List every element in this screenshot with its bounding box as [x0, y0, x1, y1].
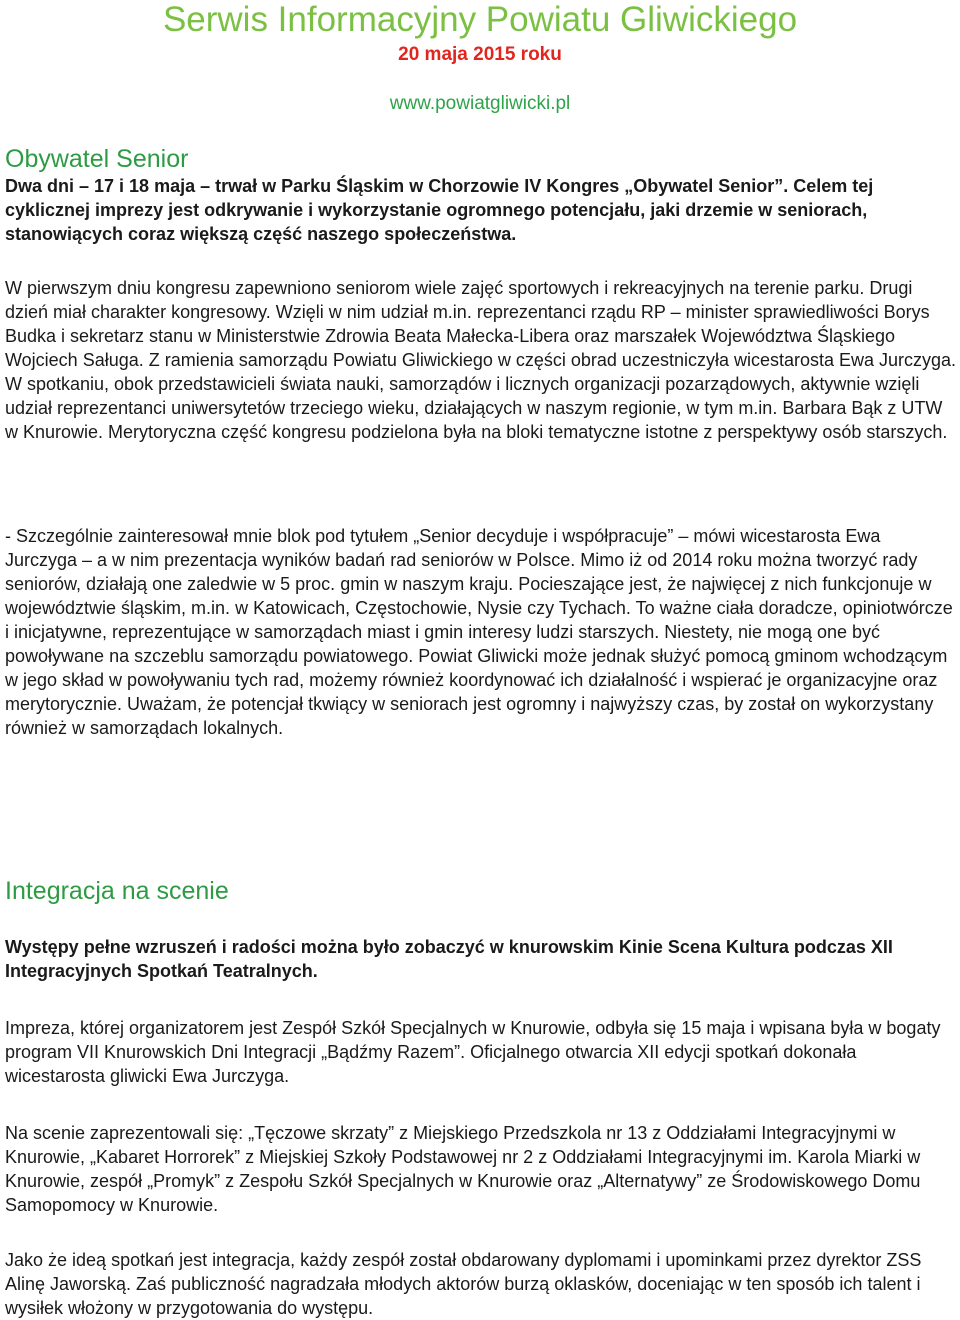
article-paragraph: W pierwszym dniu kongresu zapewniono seniorom wiele zajęć sportowych i rekreacyjnych na terenie parku. Drugi dzień miał charakter kongresowy. Wzięli w nim udział m.in. reprezentanci rządu RP – minister sprawiedliwości Borys Budka i sekretarz stanu w Ministerstwie Zdrowia Beata Małecka-Libera oraz marszałek Województwa Śląskiego Wojciech Saługa. Z ramienia samorządu Powiatu Gliwickiego w części obrad uczestniczyła wicestarosta Ewa Jurczyga. W spotkaniu, obok przedstawicieli świata nauki, samorządów i licznych organizacji pozarządowych, aktywnie wzięli udział reprezentanci uniwersytetów trzeciego wieku, działających w naszym regionie, w tym m.in. Barbara Bąk z UTW w Knurowie. Merytoryczna część kongresu podzielona była na bloki tematyczne istotne z perspektywy osób starszych.	[5, 278, 957, 442]
website-link[interactable]: www.powiatgliwicki.pl	[389, 93, 571, 114]
article-paragraph: - Szczególnie zainteresował mnie blok pod tytułem „Senior decyduje i współpracuje” – mówi wicestarosta Ewa Jurczyga – a w nim prezentacja wyników badań rad seniorów w Polsce. Mimo iż od 2014 roku można tworzyć rady seniorów, działają one zaledwie w 5 proc. gmin w naszym kraju. Pocieszające jest, że najwięcej z nich funkcjonuje w województwie śląskim, m.in. w Katowicach, Częstochowie, Nysie czy Tychach. To ważne ciała doradcze, opiniotwórcze i inicjatywne, reprezentujące w samorządach miast i gmin interesy ludzi starszych. Niestety, nie mogą one być powoływane na szczeblu samorządu powiatowego. Powiat Gliwicki może jednak służyć pomocą gminom wchodzącym w jego skład w powoływaniu tych rad, możemy również koordynować ich działalność i wspierać je organizacyjne oraz merytorycznie. Uważam, że potencjał tkwiący w seniorach jest ogromny i najwyższy czas, by został on wykorzystany również w samorządach lokalnych.	[5, 526, 953, 738]
article-title-integracja-na-scenie: Integracja na scenie	[5, 877, 229, 905]
article-paragraph: Impreza, której organizatorem jest Zespół Szkół Specjalnych w Knurowie, odbyła się 15 maja i wpisana była w bogaty program VII Knurowskich Dni Integracji „Bądźmy Razem”. Oficjalnego otwarcia XII edycji spotkań dokonała wicestarosta gliwicki Ewa Jurczyga.	[5, 1018, 941, 1086]
article-title-obywatel-senior: Obywatel Senior	[5, 145, 189, 173]
article-lead-integracja: Występy pełne wzruszeń i radości można było zobaczyć w knurowskim Kinie Scena Kultura podczas XII Integracyjnych Spotkań Teatralnych.	[5, 937, 893, 981]
issue-date: 20 maja 2015 roku	[398, 44, 562, 65]
article-paragraph: Na scenie zaprezentowali się: „Tęczowe skrzaty” z Miejskiego Przedszkola nr 13 z Oddziałami Integracyjnymi w Knurowie, „Kabaret Horrorek” z Miejskiej Szkoły Podstawowej nr 2 z Oddziałami Integracyjnymi im. Karola Miarki w Knurowie, zespół „Promyk” z Zespołu Szkół Specjalnych w Knurowie oraz „Alternatywy” ze Środowiskowego Domu Samopomocy w Knurowie.	[5, 1123, 921, 1215]
article-lead-obywatel-senior: Dwa dni – 17 i 18 maja – trwał w Parku Śląskim w Chorzowie IV Kongres „Obywatel Senior”. Celem tej cyklicznej imprezy jest odkrywanie i wykorzystanie ogromnego potencjału, jaki drzemie w seniorach, stanowiących coraz większą część naszego społeczeństwa.	[5, 176, 874, 244]
article-paragraph: Jako że ideą spotkań jest integracja, każdy zespół został obdarowany dyplomami i upominkami przez dyrektor ZSS Alinę Jaworską. Zaś publiczność nagradzała młodych aktorów burzą oklasków, doceniając w ten sposób ich talent i wysiłek włożony w przygotowania do występu.	[5, 1250, 922, 1318]
newsletter-title: Serwis Informacyjny Powiatu Gliwickiego	[162, 0, 798, 39]
